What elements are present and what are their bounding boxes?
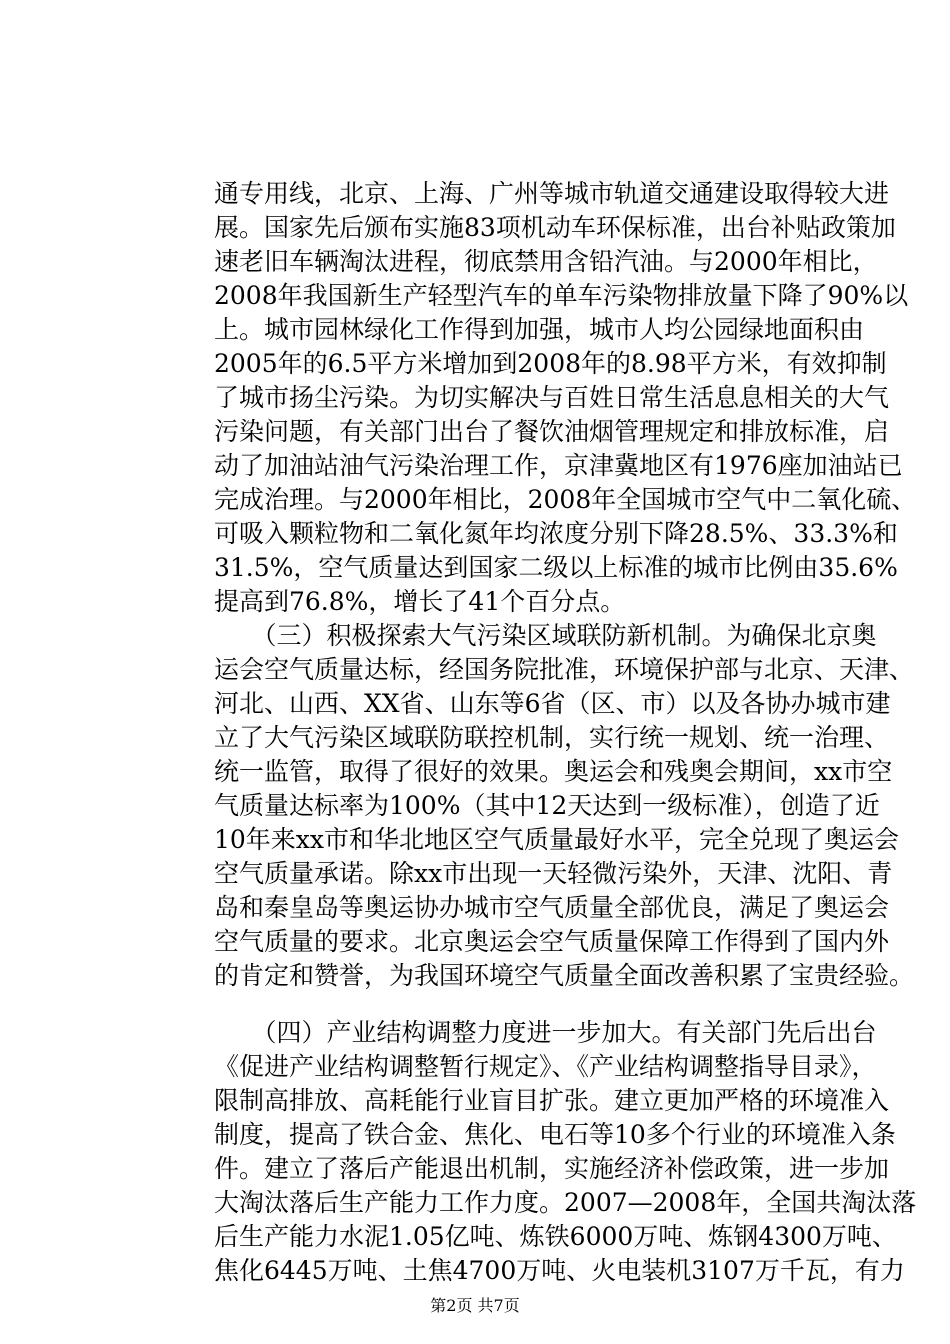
page-number-footer: 第2页 共7页	[430, 1296, 520, 1315]
body-text-line: 焦化6445万吨、土焦4700万吨、火电装机3107万千瓦，有力	[214, 1256, 905, 1285]
body-text-line: 10年来xx市和华北地区空气质量最好水平，完全兑现了奥运会	[214, 825, 900, 854]
body-text-line: 污染问题，有关部门出台了餐饮油烟管理规定和排放标准，启	[214, 417, 890, 446]
body-text-line: 制度，提高了铁合金、焦化、电石等10多个行业的环境准入条	[214, 1120, 896, 1149]
section-three-heading-line: （三）积极探索大气污染区域联防新机制。为确保北京奥	[214, 621, 877, 650]
body-text-line: 限制高排放、高耗能行业盲目扩张。建立更加严格的环境准入	[214, 1086, 890, 1115]
body-text-line: 展。国家先后颁布实施83项机动车环保标准，出台补贴政策加	[214, 213, 896, 242]
body-text-line: 立了大气污染区域联防联控机制，实行统一规划、统一治理、	[214, 723, 890, 752]
body-text-line: 动了加油站油气污染治理工作，京津冀地区有1976座加油站已	[214, 451, 903, 480]
body-text-line: 速老旧车辆淘汰进程，彻底禁用含铅汽油。与2000年相比，	[214, 247, 878, 276]
body-text-line: 运会空气质量达标，经国务院批准，环境保护部与北京、天津、	[214, 655, 915, 684]
body-text-line: 提高到76.8%，增长了41个百分点。	[214, 587, 626, 616]
body-text-line: 通专用线，北京、上海、广州等城市轨道交通建设取得较大进	[214, 179, 890, 208]
section-four-heading-line: （四）产业结构调整力度进一步加大。有关部门先后出台	[214, 1018, 877, 1047]
body-text-line: 后生产能力水泥1.05亿吨、炼铁6000万吨、炼钢4300万吨、	[214, 1222, 897, 1251]
body-text-line: 了城市扬尘污染。为切实解决与百姓日常生活息息相关的大气	[214, 383, 890, 412]
body-text-line: 空气质量承诺。除xx市出现一天轻微污染外，天津、沈阳、青	[214, 859, 893, 888]
body-text-line: 《促进产业结构调整暂行规定》、《产业结构调整指导目录》，	[214, 1052, 877, 1081]
body-text-line: 可吸入颗粒物和二氧化氮年均浓度分别下降28.5%、33.3%和	[214, 519, 898, 548]
body-text-line: 统一监管，取得了很好的效果。奥运会和残奥会期间，xx市空	[214, 757, 893, 786]
body-text-line: 完成治理。与2000年相比，2008年全国城市空气中二氧化硫、	[214, 485, 917, 514]
body-text-line: 岛和秦皇岛等奥运协办城市空气质量全部优良，满足了奥运会	[214, 893, 890, 922]
body-text-line: 河北、山西、XX省、山东等6省（区、市）以及各协办城市建	[214, 689, 891, 718]
body-text-line: 气质量达标率为100%（其中12天达到一级标准），创造了近	[214, 791, 880, 820]
body-text-line: 的肯定和赞誉，为我国环境空气质量全面改善积累了宝贵经验。	[214, 961, 915, 990]
body-text-line: 2008年我国新生产轻型汽车的单车污染物排放量下降了90%以	[214, 281, 909, 310]
body-text-line: 31.5%，空气质量达到国家二级以上标准的城市比例由35.6%	[214, 553, 898, 582]
body-text-line: 件。建立了落后产能退出机制，实施经济补偿政策，进一步加	[214, 1154, 890, 1183]
body-text-line: 上。城市园林绿化工作得到加强，城市人均公园绿地面积由	[214, 315, 865, 344]
body-text-line: 空气质量的要求。北京奥运会空气质量保障工作得到了国内外	[214, 927, 890, 956]
body-text-line: 大淘汰落后生产能力工作力度。2007—2008年，全国共淘汰落	[214, 1188, 917, 1217]
body-text-line: 2005年的6.5平方米增加到2008年的8.98平方米，有效抑制	[214, 349, 887, 378]
